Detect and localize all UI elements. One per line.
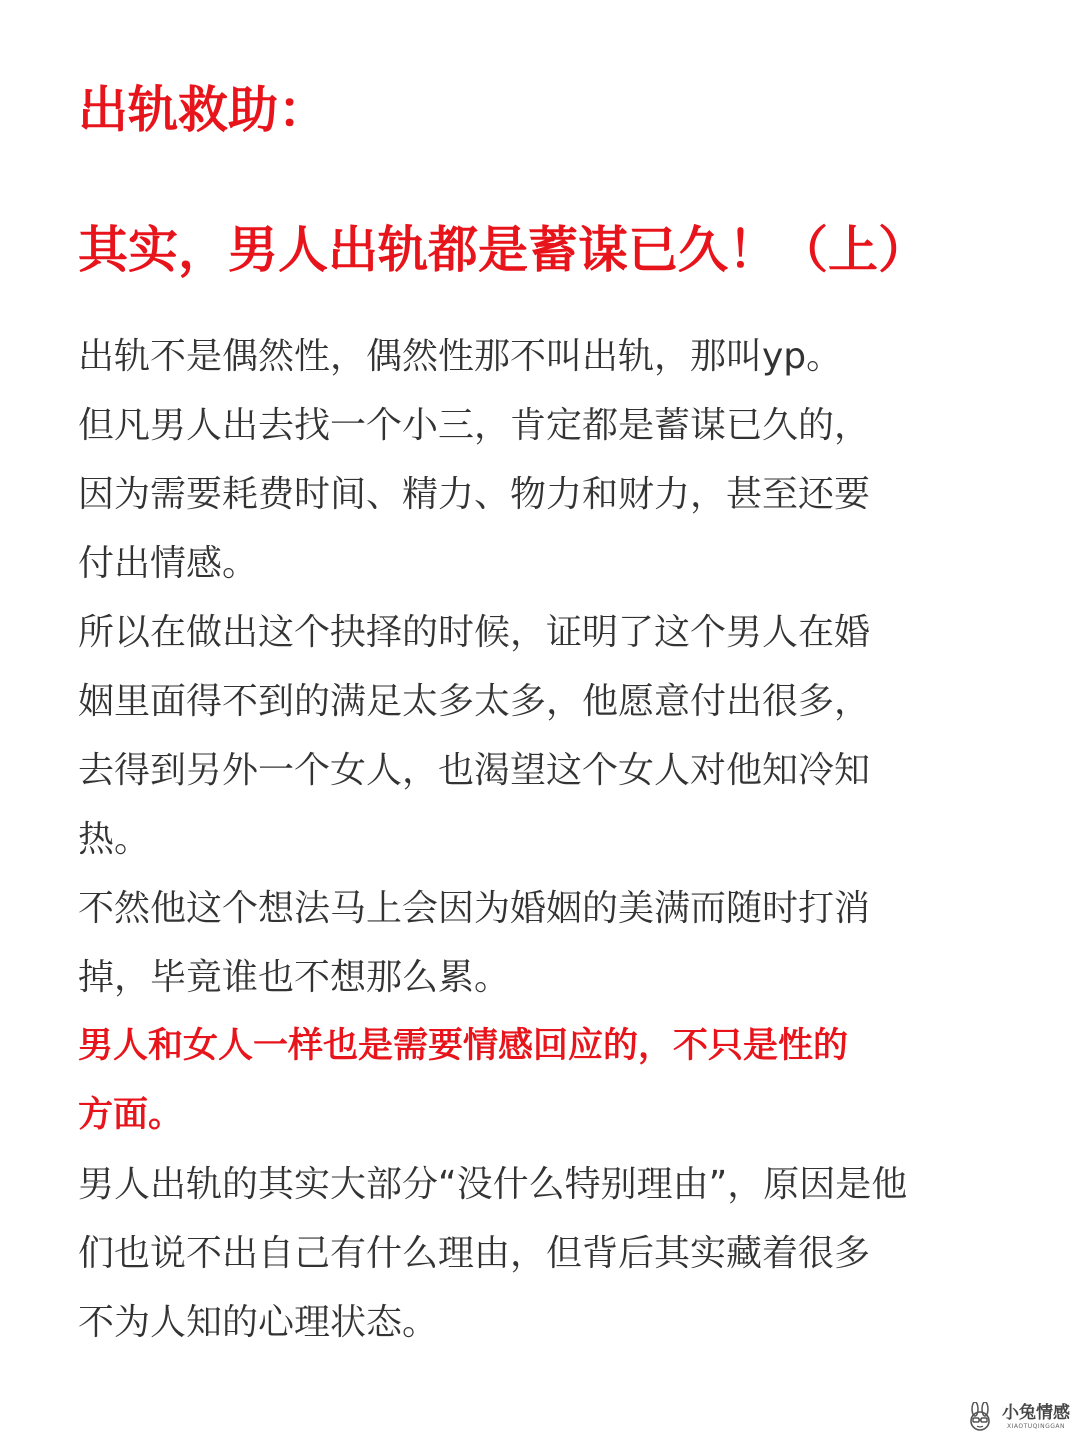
paragraph-line: 因为需要耗费时间、精力、物力和财力，甚至还要 (78, 474, 871, 515)
paragraph-line: 方面。 (78, 1095, 184, 1135)
paragraph (78, 1150, 1018, 1357)
paragraph-line: 们也说不出自己有什么理由，但背后其实藏着很多 (78, 1233, 871, 1274)
rabbit-logo-icon (964, 1402, 998, 1432)
paragraph-line: 不然他这个想法马上会因为婚姻的美满而随时打消 (78, 888, 871, 929)
paragraph (78, 322, 1018, 391)
paragraph-line: 出轨不是偶然性，偶然性那不叫出轨，那叫yp。 (78, 336, 843, 377)
paragraph-line: 不为人知的心理状态。 (78, 1302, 439, 1343)
paragraph-line: 男人出轨的其实大部分“没什么特别理由”，原因是他 (78, 1164, 908, 1205)
paragraph-line: 但凡男人出去找一个小三，肯定都是蓄谋已久的， (78, 405, 871, 446)
emphasis-paragraph (78, 1012, 1018, 1150)
paragraph (78, 874, 1018, 1012)
article-body (78, 322, 1018, 1357)
paragraph-line: 付出情感。 (78, 543, 259, 584)
watermark-subtext: XIAOTUQINGGAN (1006, 1423, 1066, 1430)
watermark (964, 1402, 1070, 1432)
paragraph-line: 所以在做出这个抉择的时候，证明了这个男人在婚 (78, 612, 871, 653)
article-title: 出轨救助： (78, 81, 328, 139)
paragraph (78, 391, 1018, 598)
paragraph-line: 去得到另外一个女人，也渴望这个女人对他知冷知 (78, 750, 871, 791)
paragraph-line: 掉，毕竟谁也不想那么累。 (78, 957, 511, 998)
paragraph-line: 姻里面得不到的满足太多太多，他愿意付出很多， (78, 681, 871, 722)
paragraph-line: 热。 (78, 819, 151, 860)
paragraph (78, 598, 1018, 874)
paragraph-line: 男人和女人一样也是需要情感回应的，不只是性的 (78, 1026, 849, 1066)
article-subtitle: 其实，男人出轨都是蓄谋已久！（上） (78, 221, 928, 279)
watermark-text: 小兔情感 (1002, 1403, 1070, 1423)
